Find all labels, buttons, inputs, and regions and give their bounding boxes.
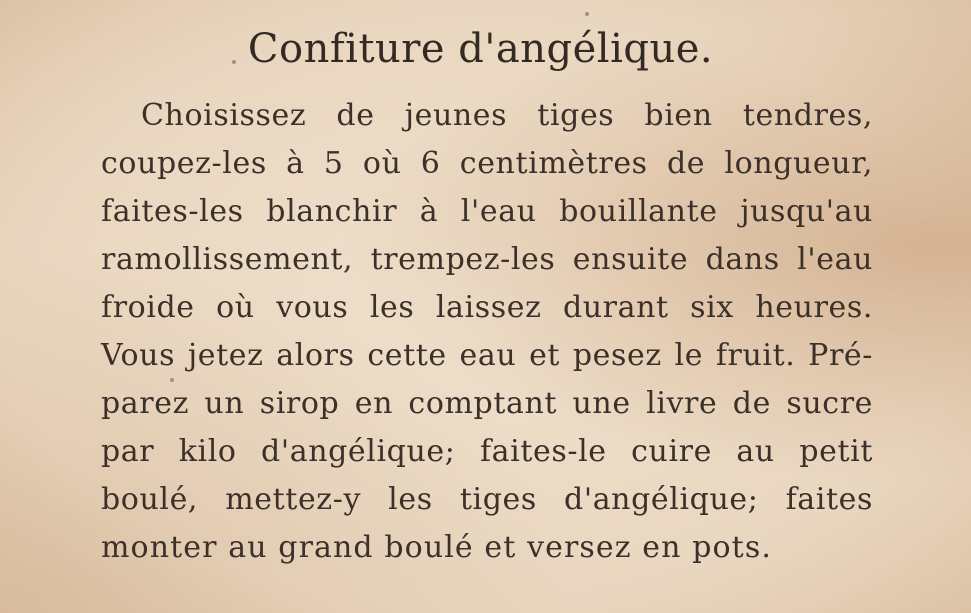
text-line: monter au grand boulé et versez en pots. [101,530,772,565]
text-line: froide où vous les laissez durant six heures. [101,290,873,325]
text-line: Choisissez de jeunes tiges bien tendres, [141,98,873,133]
text-line: par kilo d'angélique; faites-le cuire au petit [101,434,873,469]
text-line: parez un sirop en comptant une livre de sucre [101,386,873,421]
paper-speck [170,378,174,382]
paper-speck [232,60,236,64]
text-line: coupez-les à 5 où 6 centimètres de longueur, [101,146,873,181]
paper-speck [585,12,589,16]
text-line: ramollissement, trempez-les ensuite dans l'eau [101,242,873,277]
text-line: boulé, mettez-y les tiges d'angélique; faites [101,482,873,517]
text-line: Vous jetez alors cette eau et pesez le fruit. Pré- [101,338,873,373]
recipe-title: Confiture d'angélique. [247,26,714,72]
text-line: faites-les blanchir à l'eau bouillante jusqu'au [101,194,873,229]
recipe-text [101,92,873,572]
